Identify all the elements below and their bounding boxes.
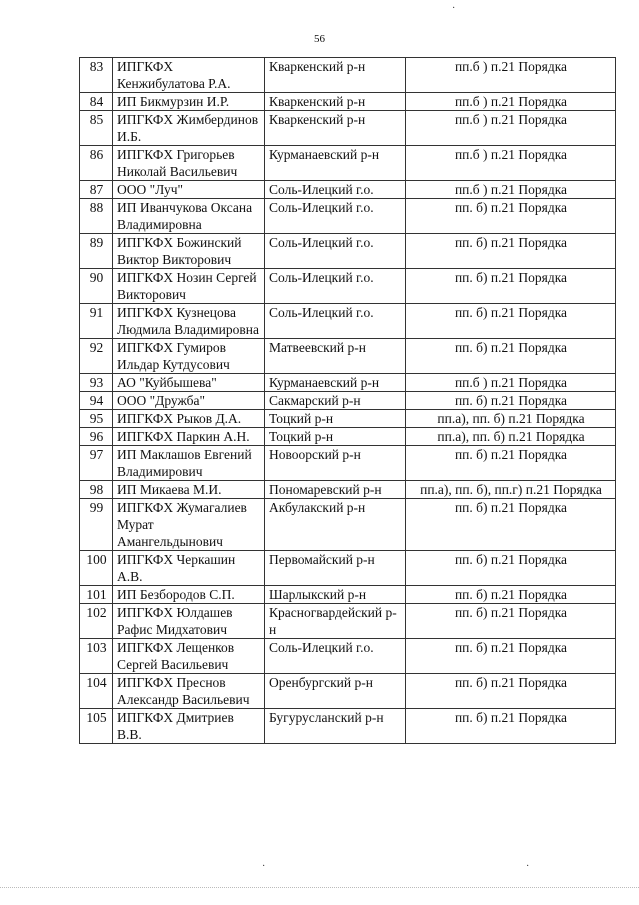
row-number: 88 (80, 199, 113, 234)
basis-text: пп. б) п.21 Порядка (406, 674, 616, 709)
entity-name: ИПГКФХ Паркин А.Н. (113, 428, 265, 446)
district-name: Тоцкий р-н (265, 410, 406, 428)
district-name: Сакмарский р-н (265, 392, 406, 410)
district-name: Акбулакский р-н (265, 499, 406, 551)
row-number: 104 (80, 674, 113, 709)
row-number: 98 (80, 481, 113, 499)
entity-name: ИП Бикмурзин И.Р. (113, 93, 265, 111)
basis-text: пп.б ) п.21 Порядка (406, 111, 616, 146)
entity-name: ИПГКФХ Жимбердинов И.Б. (113, 111, 265, 146)
district-name: Курманаевский р-н (265, 374, 406, 392)
entity-name: ИПГКФХ Черкашин А.В. (113, 551, 265, 586)
entity-name: ИПГКФХ Кенжибулатова Р.А. (113, 58, 265, 93)
scan-speck: · (452, 3, 456, 14)
basis-text: пп. б) п.21 Порядка (406, 199, 616, 234)
table-row (80, 392, 616, 410)
row-number: 97 (80, 446, 113, 481)
row-number: 102 (80, 604, 113, 639)
row-number: 95 (80, 410, 113, 428)
entity-name: ИП Иванчукова Оксана Владимировна (113, 199, 265, 234)
basis-text: пп. б) п.21 Порядка (406, 709, 616, 744)
entity-name: ООО "Луч" (113, 181, 265, 199)
district-name: Соль-Илецкий г.о. (265, 269, 406, 304)
table-row (80, 93, 616, 111)
table-row (80, 111, 616, 146)
basis-text: пп.а), пп. б) п.21 Порядка (406, 410, 616, 428)
row-number: 90 (80, 269, 113, 304)
district-name: Новоорский р-н (265, 446, 406, 481)
table-row (80, 428, 616, 446)
district-name: Кваркенский р-н (265, 111, 406, 146)
district-name: Шарлыкский р-н (265, 586, 406, 604)
row-number: 84 (80, 93, 113, 111)
row-number: 91 (80, 304, 113, 339)
entity-name: ИП Безбородов С.П. (113, 586, 265, 604)
district-name: Соль-Илецкий г.о. (265, 234, 406, 269)
entity-name: ИПГКФХ Жумагалиев Мурат Амангельдынович (113, 499, 265, 551)
table-row (80, 709, 616, 744)
entity-name: ИПГКФХ Григорьев Николай Васильевич (113, 146, 265, 181)
row-number: 87 (80, 181, 113, 199)
table-row (80, 374, 616, 392)
entity-name: ИПГКФХ Кузнецова Людмила Владимировна (113, 304, 265, 339)
district-name: Кваркенский р-н (265, 93, 406, 111)
row-number: 103 (80, 639, 113, 674)
district-name: Первомайский р-н (265, 551, 406, 586)
basis-text: пп. б) п.21 Порядка (406, 586, 616, 604)
basis-text: пп.б ) п.21 Порядка (406, 146, 616, 181)
row-number: 100 (80, 551, 113, 586)
district-name: Соль-Илецкий г.о. (265, 199, 406, 234)
table-row (80, 674, 616, 709)
district-name: Оренбургский р-н (265, 674, 406, 709)
scan-speck: · (262, 861, 266, 872)
row-number: 96 (80, 428, 113, 446)
row-number: 94 (80, 392, 113, 410)
table-row (80, 639, 616, 674)
table-row (80, 481, 616, 499)
district-name: Красногвардейский р-н (265, 604, 406, 639)
table-row (80, 181, 616, 199)
row-number: 85 (80, 111, 113, 146)
basis-text: пп.б ) п.21 Порядка (406, 58, 616, 93)
entity-name: ООО "Дружба" (113, 392, 265, 410)
table-row (80, 586, 616, 604)
row-number: 101 (80, 586, 113, 604)
basis-text: пп. б) п.21 Порядка (406, 499, 616, 551)
basis-text: пп. б) п.21 Порядка (406, 604, 616, 639)
entity-name: ИПГКФХ Рыков Д.А. (113, 410, 265, 428)
table-row (80, 499, 616, 551)
table-row (80, 339, 616, 374)
row-number: 89 (80, 234, 113, 269)
entity-name: ИПГКФХ Гумиров Ильдар Кутдусович (113, 339, 265, 374)
basis-text: пп. б) п.21 Порядка (406, 339, 616, 374)
basis-text: пп.а), пп. б) п.21 Порядка (406, 428, 616, 446)
entity-name: ИПГКФХ Божинский Виктор Викторович (113, 234, 265, 269)
district-name: Пономаревский р-н (265, 481, 406, 499)
entity-name: ИПГКФХ Преснов Александр Васильевич (113, 674, 265, 709)
table-body (80, 58, 616, 744)
table-row (80, 410, 616, 428)
basis-text: пп. б) п.21 Порядка (406, 269, 616, 304)
table-row (80, 551, 616, 586)
entity-name: ИПГКФХ Нозин Сергей Викторович (113, 269, 265, 304)
basis-text: пп.а), пп. б), пп.г) п.21 Порядка (406, 481, 616, 499)
table-row (80, 199, 616, 234)
table-row (80, 604, 616, 639)
district-name: Курманаевский р-н (265, 146, 406, 181)
district-name: Соль-Илецкий г.о. (265, 181, 406, 199)
row-number: 86 (80, 146, 113, 181)
basis-text: пп. б) п.21 Порядка (406, 392, 616, 410)
entity-name: ИПГКФХ Юлдашев Рафис Мидхатович (113, 604, 265, 639)
table-row (80, 446, 616, 481)
district-name: Тоцкий р-н (265, 428, 406, 446)
entity-name: ИП Маклашов Евгений Владимирович (113, 446, 265, 481)
district-name: Соль-Илецкий г.о. (265, 639, 406, 674)
entity-name: АО "Куйбышева" (113, 374, 265, 392)
district-name: Соль-Илецкий г.о. (265, 304, 406, 339)
district-name: Кваркенский р-н (265, 58, 406, 93)
table-row (80, 234, 616, 269)
basis-text: пп. б) п.21 Порядка (406, 304, 616, 339)
basis-text: пп.б ) п.21 Порядка (406, 181, 616, 199)
page-number: 56 (314, 33, 325, 45)
entity-name: ИПГКФХ Дмитриев В.В. (113, 709, 265, 744)
basis-text: пп. б) п.21 Порядка (406, 234, 616, 269)
row-number: 83 (80, 58, 113, 93)
page-edge (0, 887, 639, 888)
row-number: 105 (80, 709, 113, 744)
row-number: 93 (80, 374, 113, 392)
basis-text: пп. б) п.21 Порядка (406, 551, 616, 586)
table-row (80, 146, 616, 181)
table-row (80, 304, 616, 339)
table-row (80, 58, 616, 93)
basis-text: пп. б) п.21 Порядка (406, 446, 616, 481)
row-number: 99 (80, 499, 113, 551)
table-row (80, 269, 616, 304)
basis-text: пп.б ) п.21 Порядка (406, 374, 616, 392)
recipients-table (79, 57, 616, 744)
basis-text: пп.б ) п.21 Порядка (406, 93, 616, 111)
scan-speck: · (526, 861, 530, 872)
basis-text: пп. б) п.21 Порядка (406, 639, 616, 674)
district-name: Матвеевский р-н (265, 339, 406, 374)
entity-name: ИП Микаева М.И. (113, 481, 265, 499)
district-name: Бугурусланский р-н (265, 709, 406, 744)
row-number: 92 (80, 339, 113, 374)
entity-name: ИПГКФХ Лещенков Сергей Васильевич (113, 639, 265, 674)
